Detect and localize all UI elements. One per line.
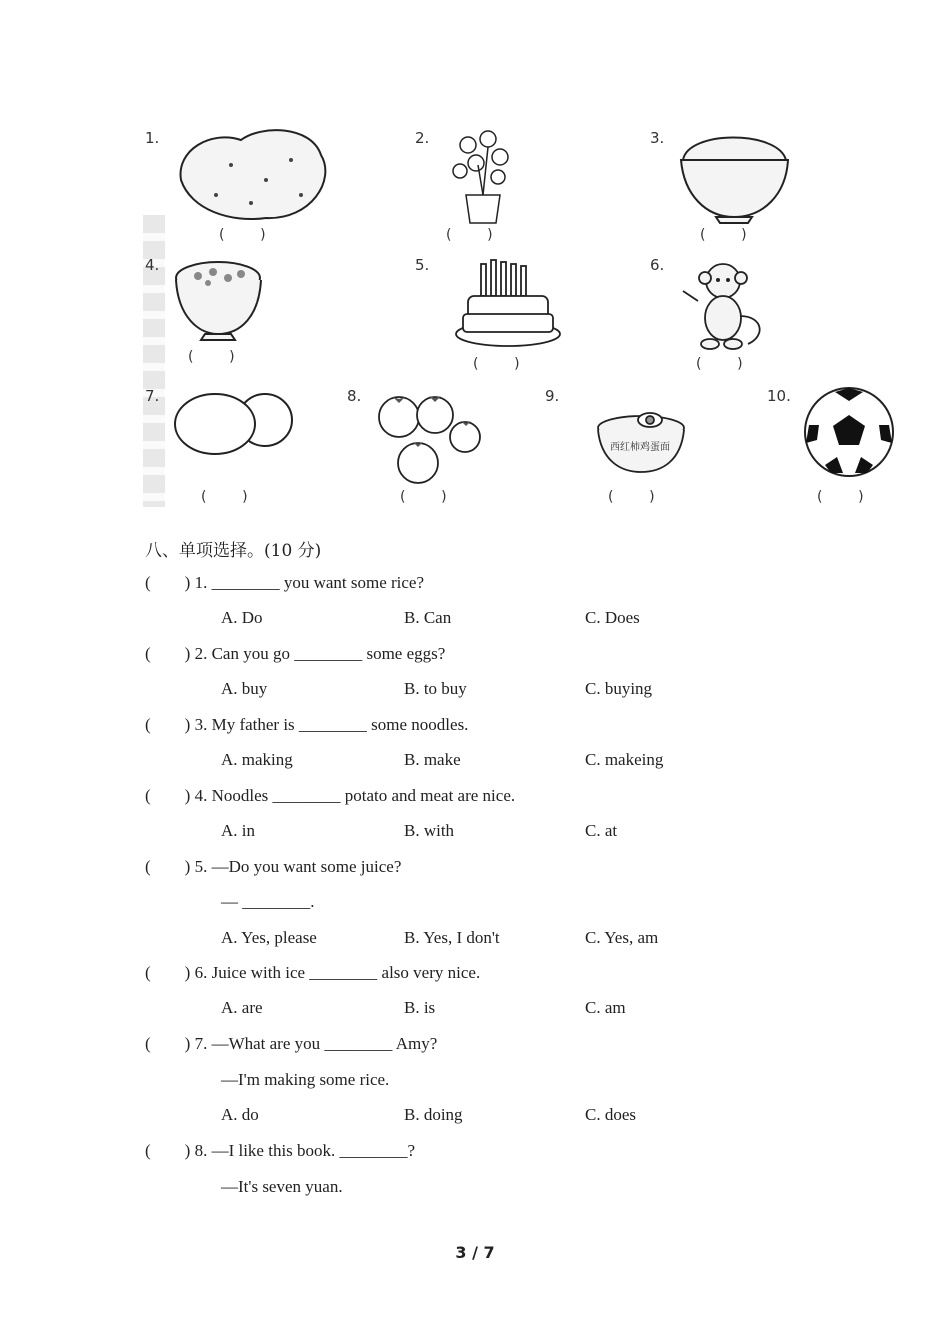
question-2-stem: ( ) 2. Can you go ________ some eggs? (145, 644, 446, 663)
football-icon (803, 385, 898, 480)
q7-option-a: A. do (221, 1105, 259, 1124)
answer-blank: ( ) (201, 489, 248, 505)
question-7-reply: —I'm making some rice. (221, 1070, 390, 1089)
picture-number: 1. (145, 129, 160, 147)
tomatoes-icon (373, 385, 488, 485)
q5-option-a: A. Yes, please (221, 928, 317, 947)
q2-option-c: C. buying (585, 679, 653, 698)
picture-number: 4. (145, 256, 160, 274)
question-5-stem: ( ) 5. —Do you want some juice? (145, 857, 402, 876)
q3-option-b: B. make (404, 750, 461, 769)
eggs-icon (173, 390, 298, 460)
salad-bowl-icon (173, 256, 268, 346)
q4-option-a: A. in (221, 821, 255, 840)
q5-option-c: C. Yes, am (585, 928, 659, 947)
q2-option-b: B. to buy (404, 679, 467, 698)
question-8-reply: —It's seven yuan. (221, 1177, 343, 1196)
picture-number: 8. (347, 387, 362, 405)
picture-number: 10. (767, 387, 791, 405)
section-title: 八、单项选择。(10 分) (145, 541, 322, 561)
q6-option-c: C. am (585, 998, 626, 1017)
monkey-icon (678, 256, 773, 356)
picture-number: 9. (545, 387, 560, 405)
question-7-stem: ( ) 7. —What are you ________ Amy? (145, 1034, 438, 1053)
question-3-stem: ( ) 3. My father is ________ some noodles. (145, 715, 469, 734)
question-5-reply: — ________. (221, 892, 315, 911)
page-number: 3 / 7 (455, 1243, 495, 1262)
q5-option-b: B. Yes, I don't (404, 928, 500, 947)
q6-option-a: A. are (221, 998, 263, 1017)
answer-blank: ( ) (400, 489, 447, 505)
answer-blank: ( ) (219, 227, 266, 243)
picture-number: 3. (650, 129, 665, 147)
answer-blank: ( ) (188, 349, 235, 365)
q1-option-c: C. Does (585, 608, 640, 627)
q4-option-b: B. with (404, 821, 455, 840)
flower-pot-icon (448, 125, 518, 225)
q7-option-c: C. does (585, 1105, 636, 1124)
q7-option-b: B. doing (404, 1105, 463, 1124)
picture-number: 6. (650, 256, 665, 274)
answer-blank: ( ) (700, 227, 747, 243)
potato-icon (171, 125, 351, 225)
q2-option-a: A. buy (221, 679, 268, 698)
q3-option-a: A. making (221, 750, 293, 769)
picture-number: 2. (415, 129, 430, 147)
picture-number: 7. (145, 387, 160, 405)
answer-blank: ( ) (696, 356, 743, 372)
question-8-stem: ( ) 8. —I like this book. ________? (145, 1141, 416, 1160)
q4-option-c: C. at (585, 821, 618, 840)
answer-blank: ( ) (473, 356, 520, 372)
answer-blank: ( ) (446, 227, 493, 243)
q6-option-b: B. is (404, 998, 436, 1017)
picture-number: 5. (415, 256, 430, 274)
rice-bowl-icon (678, 125, 798, 225)
q1-option-a: A. Do (221, 608, 263, 627)
noodle-bowl-label: 西红柿鸡蛋面 (610, 442, 670, 453)
q1-option-b: B. Can (404, 608, 452, 627)
answer-blank: ( ) (817, 489, 864, 505)
birthday-cake-icon (453, 254, 568, 354)
q3-option-c: C. makeing (585, 750, 664, 769)
answer-blank: ( ) (608, 489, 655, 505)
question-6-stem: ( ) 6. Juice with ice ________ also very nice. (145, 963, 481, 982)
question-4-stem: ( ) 4. Noodles ________ potato and meat are nice. (145, 786, 516, 805)
question-1-stem: ( ) 1. ________ you want some rice? (145, 573, 425, 592)
